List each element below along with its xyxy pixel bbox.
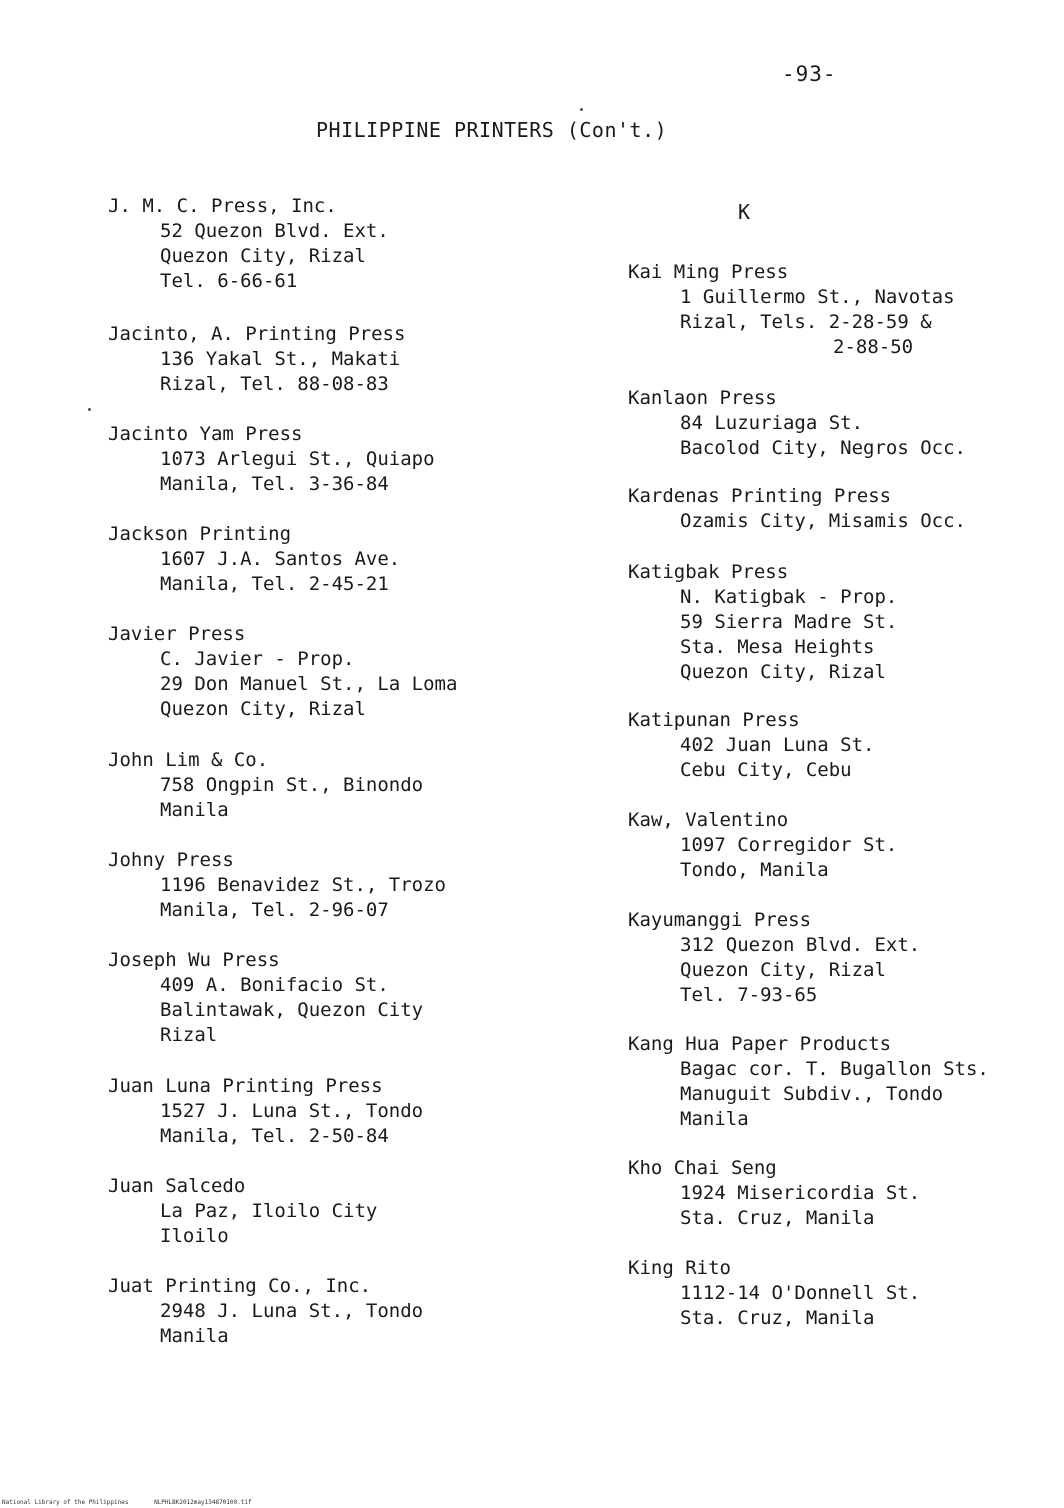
entry-name: Joseph Wu Press (108, 949, 280, 971)
entry-address-line: Tel. 7-93-65 (680, 984, 818, 1006)
entry-address-line: La Paz, Iloilo City (160, 1200, 378, 1222)
entry-address-line: Manila, Tel. 2-96-07 (160, 899, 389, 921)
entry-address-line: Cebu City, Cebu (680, 759, 852, 781)
list-item (628, 1032, 989, 1132)
entry-address-line: Manila, Tel. 2-50-84 (160, 1125, 389, 1147)
entry-address-line: Sta. Cruz, Manila (680, 1307, 875, 1329)
page-number: -93- (782, 62, 837, 86)
entry-address-line: Manila (160, 1325, 229, 1347)
list-item (628, 708, 874, 783)
entry-name: Kho Chai Seng (628, 1157, 777, 1179)
entry-address-line: Sta. Cruz, Manila (680, 1207, 875, 1229)
entry-address-line: Iloilo (160, 1225, 229, 1247)
entry-name: Kardenas Printing Press (628, 485, 892, 507)
entry-name: Kanlaon Press (628, 387, 777, 409)
entry-name: Johny Press (108, 849, 234, 871)
list-item (628, 908, 920, 1008)
scan-speck (580, 108, 583, 111)
entry-address-line: 1196 Benavidez St., Trozo (160, 874, 446, 896)
entry-address-line: 59 Sierra Madre St. (680, 611, 898, 633)
entry-name: Juat Printing Co., Inc. (108, 1275, 372, 1297)
entry-address-line: Manila, Tel. 2-45-21 (160, 573, 389, 595)
entry-name: Juan Luna Printing Press (108, 1075, 383, 1097)
entry-address-line: N. Katigbak - Prop. (680, 586, 898, 608)
footer-file-id: NLPHLBK2012may134870100.tif (154, 1499, 252, 1506)
entry-name: Javier Press (108, 623, 246, 645)
entry-name: J. M. C. Press, Inc. (108, 195, 337, 217)
scan-speck (88, 408, 91, 411)
entry-address-line: 402 Juan Luna St. (680, 734, 875, 756)
list-item (108, 1174, 377, 1249)
entry-address-line: Tel. 6-66-61 (160, 270, 298, 292)
list-item (108, 748, 423, 823)
section-letter: K (738, 200, 751, 224)
entry-address-line: Bagac cor. T. Bugallon Sts. (680, 1058, 989, 1080)
entry-name: Jacinto Yam Press (108, 423, 303, 445)
entry-address-line: 1073 Arlegui St., Quiapo (160, 448, 435, 470)
entry-address-line: 29 Don Manuel St., La Loma (160, 673, 458, 695)
entry-address-line: 1 Guillermo St., Navotas (680, 286, 955, 308)
list-item (628, 560, 897, 685)
footer-library: National Library of the Philippines (2, 1499, 129, 1506)
entry-address-line: Rizal (160, 1024, 218, 1046)
entry-address-line: Rizal, Tel. 88-08-83 (160, 373, 389, 395)
entry-address-line: 1097 Corregidor St. (680, 834, 898, 856)
entry-name: Kayumanggi Press (628, 909, 812, 931)
list-item (108, 422, 435, 497)
entry-address-line: Manuguit Subdiv., Tondo (680, 1083, 944, 1105)
list-item (108, 1274, 423, 1349)
entry-address-line: 84 Luzuriaga St. (680, 412, 864, 434)
entry-address-line: Bacolod City, Negros Occ. (680, 437, 966, 459)
entry-address-line: Manila, Tel. 3-36-84 (160, 473, 389, 495)
list-item (108, 194, 389, 294)
entry-address-line: Manila (160, 799, 229, 821)
entry-name: Katipunan Press (628, 709, 800, 731)
entry-name: Jackson Printing (108, 523, 292, 545)
page-title: PHILIPPINE PRINTERS (Con't.) (316, 118, 668, 142)
entry-name: John Lim & Co. (108, 749, 269, 771)
list-item (108, 322, 405, 397)
entry-name: King Rito (628, 1257, 731, 1279)
list-item (628, 808, 897, 883)
list-item (108, 1074, 423, 1149)
list-item (108, 848, 446, 923)
list-item (108, 522, 400, 597)
list-item (628, 1156, 920, 1231)
entry-name: Kaw, Valentino (628, 809, 789, 831)
list-item (108, 948, 423, 1048)
entry-address-line: Quezon City, Rizal (680, 661, 886, 683)
list-item (628, 484, 966, 534)
entry-address-line: 758 Ongpin St., Binondo (160, 774, 424, 796)
list-item (628, 386, 966, 461)
entry-address-line: Manila (680, 1108, 749, 1130)
entry-address-line: Balintawak, Quezon City (160, 999, 424, 1021)
entry-name: Katigbak Press (628, 561, 789, 583)
entry-name: Kai Ming Press (628, 261, 789, 283)
entry-name: Jacinto, A. Printing Press (108, 323, 406, 345)
entry-address-line: 1527 J. Luna St., Tondo (160, 1100, 424, 1122)
entry-name: Juan Salcedo (108, 1175, 246, 1197)
footer (2, 1499, 274, 1506)
entry-name: Kang Hua Paper Products (628, 1033, 892, 1055)
entry-address-line: 1112-14 O'Donnell St. (680, 1282, 921, 1304)
list-item (108, 622, 457, 722)
entry-address-line: 2-88-50 (833, 336, 914, 358)
entry-address-line: 409 A. Bonifacio St. (160, 974, 389, 996)
entry-address-line: 2948 J. Luna St., Tondo (160, 1300, 424, 1322)
entry-address-line: C. Javier - Prop. (160, 648, 355, 670)
entry-address-line: Quezon City, Rizal (680, 959, 886, 981)
entry-address-line: 1607 J.A. Santos Ave. (160, 548, 401, 570)
entry-address-line: Quezon City, Rizal (160, 245, 366, 267)
entry-address-line: Tondo, Manila (680, 859, 829, 881)
list-item (628, 260, 955, 360)
entry-address-line: Sta. Mesa Heights (680, 636, 875, 658)
entry-address-line: Quezon City, Rizal (160, 698, 366, 720)
entry-address-line: Ozamis City, Misamis Occ. (680, 510, 966, 532)
entry-address-line: Rizal, Tels. 2-28-59 & (680, 311, 932, 333)
entry-address-line: 136 Yakal St., Makati (160, 348, 401, 370)
entry-address-line: 52 Quezon Blvd. Ext. (160, 220, 389, 242)
entry-address-line: 1924 Misericordia St. (680, 1182, 921, 1204)
list-item (628, 1256, 920, 1331)
entry-address-line: 312 Quezon Blvd. Ext. (680, 934, 921, 956)
